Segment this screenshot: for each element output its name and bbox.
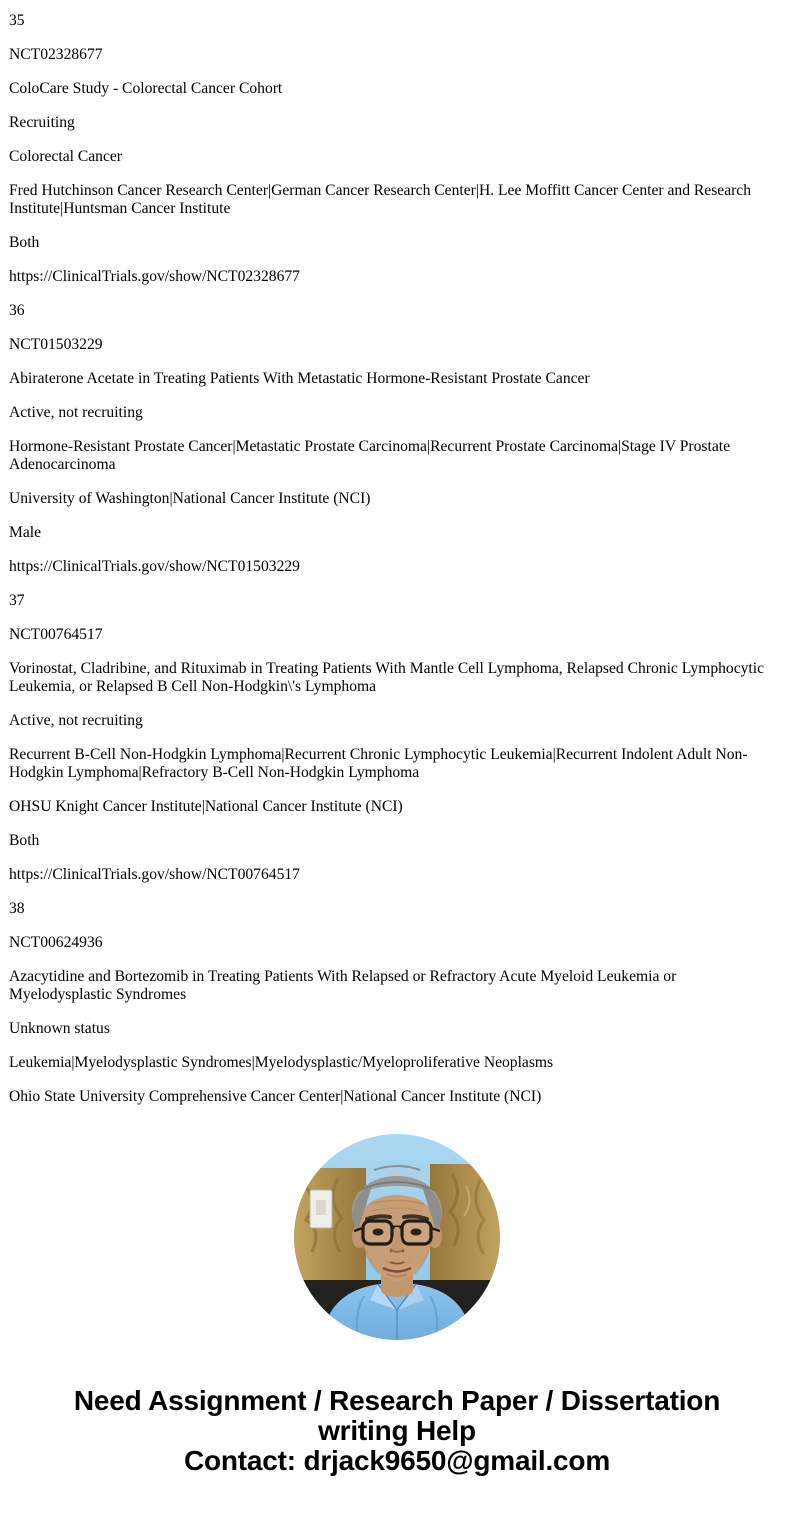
record-gender: Both: [9, 234, 40, 251]
record-conditions: Leukemia|Myelodysplastic Syndromes|Myelodysplastic/Myeloproliferative Neoplasms: [9, 1054, 554, 1071]
record-title: ColoCare Study - Colorectal Cancer Cohort: [9, 80, 283, 97]
record-status: Active, not recruiting: [9, 712, 143, 729]
record-gender: Both: [9, 832, 40, 849]
record-gender: Male: [9, 524, 42, 541]
record-conditions: Recurrent B-Cell Non-Hodgkin Lymphoma|Recurrent Chronic Lymphocytic Leukemia|Recurrent Indolent Adult Non-Hodgkin Lymphoma|Refractory B-Cell Non-Hodgkin Lymphoma: [9, 746, 748, 781]
record-rank: 38: [9, 900, 25, 917]
ad-line-1: Need Assignment / Research Paper / Dissertation: [73, 1385, 721, 1416]
record-title: Azacytidine and Bortezomib in Treating Patients With Relapsed or Refractory Acute Myeloid Leukemia or Myelodysplastic Syndromes: [9, 968, 677, 1003]
record-sponsors: Fred Hutchinson Cancer Research Center|German Cancer Research Center|H. Lee Moffitt Cancer Center and Research Institute|Huntsman Cancer Institute: [9, 182, 752, 217]
record-sponsors: Ohio State University Comprehensive Cancer Center|National Cancer Institute (NCI): [9, 1088, 542, 1105]
record-rank: 36: [9, 302, 25, 319]
trial-record-38: [9, 900, 772, 1106]
record-url: https://ClinicalTrials.gov/show/NCT01503229: [9, 558, 300, 575]
trial-record-35: [9, 12, 772, 286]
portrait-photo-illustration: [294, 1134, 500, 1340]
record-title: Vorinostat, Cladribine, and Rituximab in Treating Patients With Mantle Cell Lymphoma, Relapsed Chronic Lymphocytic Leukemia, or Relapsed B Cell Non-Hodgkin\'s Lymphoma: [9, 660, 765, 695]
record-status: Active, not recruiting: [9, 404, 143, 421]
record-sponsors: University of Washington|National Cancer Institute (NCI): [9, 490, 371, 507]
record-rank: 37: [9, 592, 25, 609]
record-nct-id: NCT00624936: [9, 934, 103, 951]
trial-record-36: [9, 302, 772, 576]
ad-line-2: writing Help: [318, 1415, 476, 1446]
record-conditions: Colorectal Cancer: [9, 148, 123, 165]
record-title: Abiraterone Acetate in Treating Patients With Metastatic Hormone-Resistant Prostate Cancer: [9, 370, 590, 387]
record-status: Recruiting: [9, 114, 75, 131]
record-nct-id: NCT02328677: [9, 46, 103, 63]
record-status: Unknown status: [9, 1020, 110, 1037]
record-url: https://ClinicalTrials.gov/show/NCT00764517: [9, 866, 300, 883]
writing-help-ad: [0, 1386, 794, 1506]
portrait-photo: [294, 1134, 500, 1340]
record-nct-id: NCT00764517: [9, 626, 103, 643]
record-rank: 35: [9, 12, 25, 29]
ad-contact-email-line: Contact: drjack9650@gmail.com: [183, 1445, 611, 1476]
record-nct-id: NCT01503229: [9, 336, 103, 353]
record-conditions: Hormone-Resistant Prostate Cancer|Metastatic Prostate Carcinoma|Recurrent Prostate Carcinoma|Stage IV Prostate Adenocarcinoma: [9, 438, 730, 473]
record-sponsors: OHSU Knight Cancer Institute|National Cancer Institute (NCI): [9, 798, 403, 815]
trial-record-37: [9, 592, 772, 884]
record-url: https://ClinicalTrials.gov/show/NCT02328677: [9, 268, 300, 285]
